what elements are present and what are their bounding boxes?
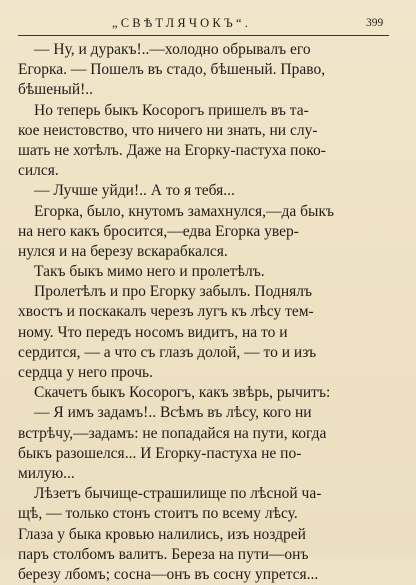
text-line: на него какъ бросится,—едва Егорка увер- bbox=[18, 222, 299, 240]
text-line: милую... bbox=[18, 464, 75, 482]
text-line: ному. Что передъ носомъ видитъ, на то и bbox=[18, 323, 288, 341]
text-line: сердится, — а что съ глазъ долой, — то и изъ bbox=[18, 343, 317, 361]
text-line: сился. bbox=[18, 162, 59, 180]
text-line: Егорка. — Пошелъ въ стадо, бѣшеный. Право, bbox=[18, 61, 326, 79]
text-line: Егорка, было, кнутомъ замахнулся,—да быкъ bbox=[34, 202, 335, 220]
text-line: щѣ, — только стонъ стоитъ по всему лѣсу. bbox=[18, 505, 298, 523]
text-line: березу лбомъ; сосна—онъ въ сосну упрется... bbox=[18, 565, 319, 583]
text-line: Глаза у быка кровью налились, изъ ноздрей bbox=[18, 525, 306, 543]
text-line: паръ столбомъ валитъ. Береза на пути—онъ bbox=[18, 545, 309, 563]
text-line: — Ну, и дуракъ!..—холодно обрывалъ его bbox=[34, 41, 311, 58]
text-line: сердца у него прочь. bbox=[18, 364, 153, 381]
text-line: встрѣчу,—задамъ: не попадайся на пути, когда bbox=[18, 424, 327, 442]
header-rule bbox=[18, 35, 389, 36]
text-line: Такъ быкъ мимо него и пролетѣлъ. bbox=[34, 263, 265, 281]
story-text bbox=[18, 40, 396, 585]
page-number: 399 bbox=[366, 17, 384, 29]
text-line: — Лучше уйди!.. А то я тебя... bbox=[34, 182, 235, 200]
text-line: кое неистовство, что ничего ни знать, ни слу- bbox=[18, 121, 318, 139]
text-line: Пролетѣлъ и про Егорку забылъ. Поднялъ bbox=[34, 283, 312, 301]
text-line: быкъ разошелся... И Егорку-пастуха не по- bbox=[18, 444, 302, 462]
text-line: нулся и на березу вскарабкался. bbox=[18, 242, 228, 260]
text-line: Скачетъ быкъ Косорогъ, какъ звѣрь, рычитъ: bbox=[34, 384, 331, 402]
text-line: шать не хотѣлъ. Даже на Егорку-пастуха поко- bbox=[18, 141, 326, 159]
running-title: „СВѢТЛЯЧОКЪ“. bbox=[112, 16, 252, 30]
text-line: хвостъ и поскакалъ черезъ лугъ къ лѣсу тем- bbox=[18, 303, 314, 321]
text-line: бѣшеный!.. bbox=[18, 81, 94, 99]
text-line: — Я имъ задамъ!.. Всѣмъ въ лѣсу, кого ни bbox=[34, 404, 312, 422]
text-line: Но теперь быкъ Косорогъ пришелъ въ та- bbox=[34, 101, 309, 119]
page-header bbox=[0, 0, 416, 42]
text-line: Лѣзетъ бычище-страшилище по лѣсной ча- bbox=[34, 485, 322, 503]
